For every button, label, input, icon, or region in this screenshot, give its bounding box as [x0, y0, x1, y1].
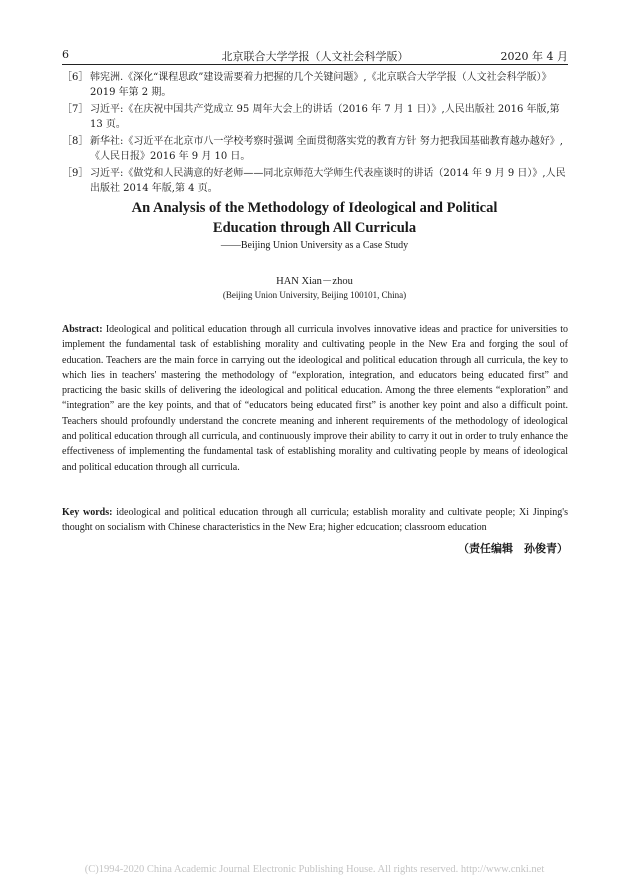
reference-text: 韩宪洲.《深化“课程思政”建设需要着力把握的几个关键问题》,《北京联合大学学报（人文社会科学版）》2019 年第 2 期。	[90, 72, 552, 98]
running-header	[62, 46, 568, 65]
reference-number: ［8］	[62, 136, 89, 147]
responsible-editor: （责任编辑 孙俊青）	[458, 542, 568, 555]
reference-text: 新华社:《习近平在北京市八一学校考察时强调 全面贯彻落实党的教育方针 努力把我国基础教育越办越好》,《人民日报》2016 年 9 月 10 日。	[90, 136, 563, 162]
reference-item	[62, 166, 568, 196]
page-number: 6	[62, 48, 69, 61]
copyright-watermark: (C)1994-2020 China Academic Journal Electronic Publishing House. All rights reserved. http://www.cnki.net	[84, 864, 545, 875]
keywords-label: Key words:	[62, 507, 113, 518]
reference-list	[62, 70, 568, 198]
english-title-line-2: Education through All Curricula	[212, 220, 417, 236]
keywords-text: ideological and political education through all curricula; establish morality and cultivate people; Xi Jinping's thought on socialism with Chinese characteristics in the New Era; higher edcucation; classroom education	[62, 507, 568, 534]
reference-text: 习近平:《做党和人民满意的好老师——同北京师范大学师生代表座谈时的讲话（2014 年 9 月 9 日）》,人民出版社 2014 年版,第 4 页。	[90, 168, 566, 194]
english-title-line-1: An Analysis of the Methodology of Ideological and Political	[131, 200, 498, 216]
abstract-label: Abstract:	[62, 324, 103, 335]
reference-item	[62, 70, 568, 100]
keywords	[62, 505, 568, 536]
reference-number: ［6］	[62, 72, 89, 83]
abstract-text: Ideological and political education through all curricula involves innovative ideas and practice for universities to implement the fundamental task of establishing morality and cultivating people in the New Era and forging the soul of education. Teachers are the main force in carrying out the ideological and political education through all curricula, the key to which lies in teachers' mastering the methodology of “exploration, integration, and educators being educated first” and practicing the basic skills of delivering the ideological and political education. Among the three elements “exploration” and “integration” are the key points, and that of “educators being educated first” is another key point and also a difficult point. Teachers should profoundly understand the concrete meaning and inherent requirements of the methodology of ideological and political education through all curricula, and continuously improve their ability to carry it out in order to truly enhance the effectiveness of implementing the fundamental task of establishing morality and cultivating people by means of ideological and political education through all curricula.	[62, 324, 568, 473]
issue-date: 2020 年 4 月	[500, 50, 568, 63]
author-affiliation: (Beijing Union University, Beijing 100101, China)	[222, 290, 407, 300]
reference-number: ［9］	[62, 168, 89, 179]
english-subtitle: ——Beijing Union University as a Case Study	[220, 240, 409, 251]
reference-number: ［7］	[62, 104, 89, 115]
reference-item	[62, 102, 568, 132]
abstract	[62, 322, 568, 475]
reference-text: 习近平:《在庆祝中国共产党成立 95 周年大会上的讲话（2016 年 7 月 1 日）》,人民出版社 2016 年版,第 13 页。	[90, 104, 560, 130]
reference-item	[62, 134, 568, 164]
journal-title: 北京联合大学学报（人文社会科学版）	[221, 50, 409, 63]
author-name: HAN Xian－zhou	[276, 276, 353, 287]
